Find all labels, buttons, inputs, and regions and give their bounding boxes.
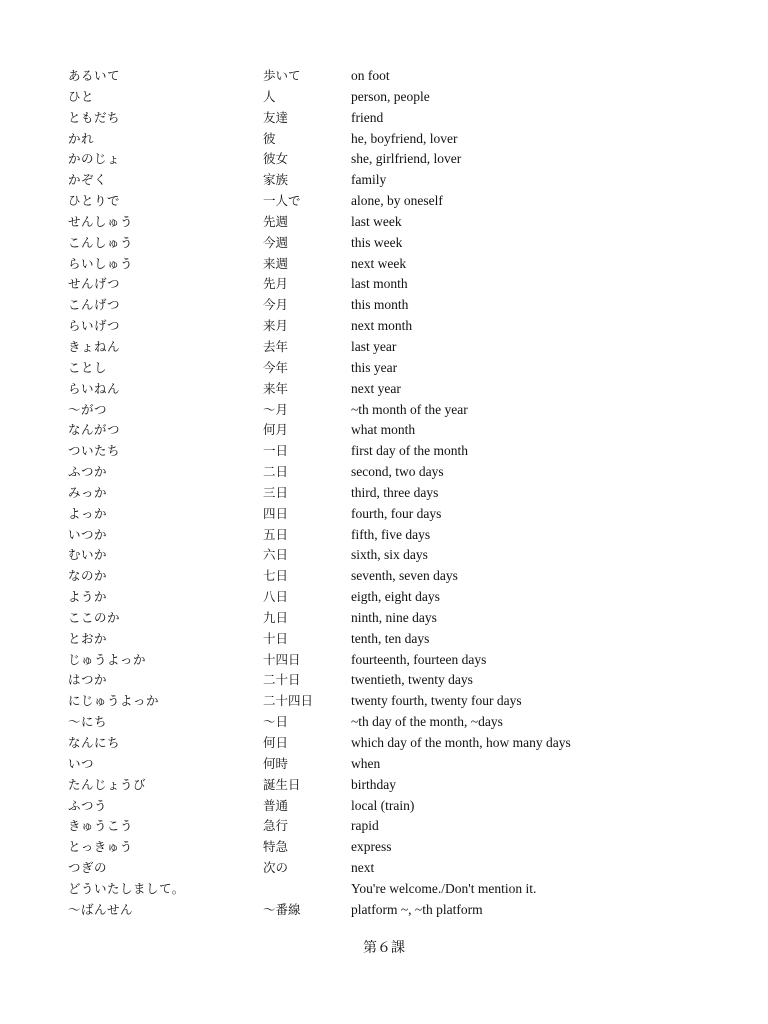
kana-reading: かのじょ (68, 151, 121, 167)
kana-reading: あるいて (68, 68, 121, 83)
kana-reading: にじゅうよっか (68, 693, 160, 709)
english-meaning: this year (351, 359, 398, 375)
english-meaning: what month (351, 422, 416, 438)
kanji-writing: 今週 (263, 234, 289, 250)
vocab-row (68, 483, 708, 504)
vocab-row (68, 170, 708, 191)
vocab-row (68, 316, 708, 337)
kana-reading: ひとりで (68, 193, 121, 209)
english-meaning: last week (351, 213, 402, 229)
kana-reading: ついたち (68, 443, 121, 459)
english-meaning: platform ~, ~th platform (351, 901, 483, 917)
vocab-row (68, 149, 708, 170)
vocab-row (68, 504, 708, 525)
kanji-writing: 今月 (263, 297, 289, 313)
vocab-row (68, 233, 708, 254)
english-meaning: next (351, 860, 375, 876)
kanji-writing: 家族 (263, 172, 289, 188)
kana-reading: ことし (68, 359, 108, 375)
vocab-row (68, 254, 708, 275)
kana-reading: こんげつ (68, 297, 121, 313)
english-meaning: seventh, seven days (351, 568, 458, 584)
kana-reading: らいげつ (68, 318, 121, 334)
kana-reading: いつか (68, 526, 108, 542)
kanji-writing: 二十日 (263, 672, 301, 688)
kana-reading: ～ばんせん (68, 901, 134, 917)
english-meaning: next year (351, 380, 401, 396)
kanji-writing: 何月 (263, 422, 289, 438)
kanji-writing: 七日 (263, 568, 289, 584)
english-meaning: sixth, six days (351, 547, 428, 563)
vocab-row (68, 129, 708, 150)
kanji-writing: 来週 (263, 255, 289, 271)
english-meaning: express (351, 839, 392, 855)
vocab-row (68, 879, 708, 900)
vocab-row (68, 545, 708, 566)
english-meaning: fifth, five days (351, 526, 431, 542)
kana-reading: ～にち (68, 714, 108, 730)
kana-reading: ひと (68, 88, 95, 104)
vocab-row (68, 650, 708, 671)
english-meaning: which day of the month, how many days (351, 735, 571, 750)
kanji-writing: 普通 (263, 797, 289, 813)
english-meaning: eigth, eight days (351, 589, 440, 605)
vocab-row (68, 629, 708, 650)
kanji-writing: 特急 (263, 839, 289, 855)
vocab-row (68, 295, 708, 316)
kanji-writing: 一日 (263, 443, 289, 459)
kana-reading: むいか (68, 547, 108, 563)
kana-reading: なんにち (68, 735, 121, 750)
english-meaning: last month (351, 276, 408, 292)
english-meaning: ~th day of the month, ~days (351, 714, 503, 730)
kana-reading: なんがつ (68, 422, 121, 438)
english-meaning: last year (351, 338, 397, 354)
kanji-writing: 二日 (263, 464, 289, 480)
kanji-writing: 四日 (263, 505, 289, 521)
kanji-writing: 六日 (263, 547, 289, 563)
vocab-row (68, 587, 708, 608)
kana-reading: じゅうよっか (68, 651, 147, 667)
lesson-number-footer: 第６課 (363, 940, 405, 956)
vocab-row (68, 670, 708, 691)
kana-reading: らいしゅう (68, 255, 134, 271)
kanji-writing: 一人で (263, 193, 301, 209)
kana-reading: とっきゅう (68, 839, 133, 855)
kana-reading: きゅうこう (68, 818, 134, 834)
kanji-writing: 歩いて (263, 68, 301, 83)
kanji-writing: ～番線 (263, 901, 301, 917)
vocab-row (68, 796, 708, 817)
kanji-writing: 五日 (263, 526, 289, 542)
kana-reading: せんげつ (68, 276, 121, 292)
vocab-row (68, 87, 708, 108)
kana-reading: ～がつ (68, 401, 108, 417)
kanji-writing: 十日 (263, 630, 289, 646)
vocab-row (68, 900, 708, 921)
english-meaning: he, boyfriend, lover (351, 130, 458, 146)
english-meaning: fourteenth, fourteen days (351, 651, 487, 667)
english-meaning: next week (351, 255, 407, 271)
kana-reading: きょねん (68, 338, 121, 354)
kanji-writing: 三日 (263, 484, 289, 500)
kanji-writing: ～月 (263, 401, 289, 417)
kanji-writing: 八日 (263, 589, 289, 605)
kana-reading: ふつか (68, 464, 108, 480)
vocab-row (68, 400, 708, 421)
kanji-writing: 何時 (263, 755, 289, 771)
vocab-row (68, 337, 708, 358)
kanji-writing: 人 (263, 88, 276, 104)
kana-reading: ともだち (68, 109, 121, 125)
vocab-row (68, 379, 708, 400)
vocab-row (68, 191, 708, 212)
english-meaning: twenty fourth, twenty four days (351, 693, 522, 709)
kanji-writing: 九日 (263, 609, 289, 625)
english-meaning: when (351, 755, 381, 771)
english-meaning: this week (351, 234, 403, 250)
kana-reading: かれ (68, 130, 95, 146)
kanji-writing: 急行 (263, 818, 289, 834)
vocab-row (68, 775, 708, 796)
kana-reading: どういたしまして。 (68, 880, 185, 896)
kana-reading: らいねん (68, 380, 121, 396)
english-meaning: this month (351, 297, 409, 313)
vocab-row (68, 733, 708, 754)
english-meaning: person, people (351, 88, 430, 104)
kana-reading: かぞく (68, 172, 108, 188)
english-meaning: ~th month of the year (351, 401, 468, 417)
kanji-writing: 二十四日 (263, 693, 314, 709)
kanji-writing: 友達 (263, 109, 289, 125)
kana-reading: ようか (68, 589, 108, 605)
kana-reading: たんじょうび (68, 776, 147, 792)
english-meaning: rapid (351, 818, 379, 834)
vocab-row (68, 816, 708, 837)
kana-reading: とおか (68, 630, 108, 646)
kanji-writing: 何日 (263, 735, 289, 750)
vocab-row (68, 441, 708, 462)
english-meaning: second, two days (351, 464, 444, 480)
english-meaning: on foot (351, 68, 390, 83)
kanji-writing: 今年 (263, 359, 289, 375)
vocab-row (68, 525, 708, 546)
vocab-row (68, 691, 708, 712)
kanji-writing: 先週 (263, 213, 289, 229)
kanji-writing: 誕生日 (263, 776, 301, 792)
english-meaning: ninth, nine days (351, 609, 437, 625)
kana-reading: こんしゅう (68, 234, 134, 250)
vocabulary-list (68, 66, 708, 921)
kanji-writing: 十四日 (263, 651, 301, 667)
english-meaning: alone, by oneself (351, 193, 443, 209)
vocab-row (68, 858, 708, 879)
vocab-row (68, 837, 708, 858)
vocab-row (68, 420, 708, 441)
english-meaning: next month (351, 318, 413, 334)
vocab-row (68, 212, 708, 233)
kana-reading: はつか (68, 672, 108, 688)
kanji-writing: 来月 (263, 318, 289, 334)
kanji-writing: 彼 (263, 130, 276, 146)
english-meaning: birthday (351, 776, 396, 792)
vocab-row (68, 66, 708, 87)
kana-reading: せんしゅう (68, 213, 134, 229)
english-meaning: family (351, 172, 387, 188)
kana-reading: つぎの (68, 860, 108, 876)
english-meaning: she, girlfriend, lover (351, 151, 462, 167)
kanji-writing: ～日 (263, 714, 289, 730)
english-meaning: first day of the month (351, 443, 468, 459)
vocab-row (68, 358, 708, 379)
vocab-row (68, 462, 708, 483)
english-meaning: fourth, four days (351, 505, 442, 521)
vocab-row (68, 754, 708, 775)
vocab-row (68, 274, 708, 295)
vocab-row (68, 108, 708, 129)
kana-reading: いつ (68, 755, 95, 771)
kanji-writing: 次の (263, 860, 289, 876)
kanji-writing: 来年 (263, 380, 289, 396)
english-meaning: third, three days (351, 484, 439, 500)
kana-reading: なのか (68, 568, 108, 584)
english-meaning: friend (351, 109, 384, 125)
english-meaning: twentieth, twenty days (351, 672, 473, 688)
vocab-row (68, 712, 708, 733)
vocab-row (68, 566, 708, 587)
kanji-writing: 去年 (263, 338, 289, 354)
english-meaning: tenth, ten days (351, 630, 430, 646)
kana-reading: ここのか (68, 609, 121, 625)
kana-reading: よっか (68, 505, 108, 521)
kana-reading: ふつう (68, 797, 108, 813)
kanji-writing: 先月 (263, 276, 289, 292)
vocab-row (68, 608, 708, 629)
kanji-writing: 彼女 (263, 151, 289, 167)
english-meaning: local (train) (351, 797, 415, 813)
kana-reading: みっか (68, 484, 108, 500)
english-meaning: You're welcome./Don't mention it. (351, 880, 537, 896)
